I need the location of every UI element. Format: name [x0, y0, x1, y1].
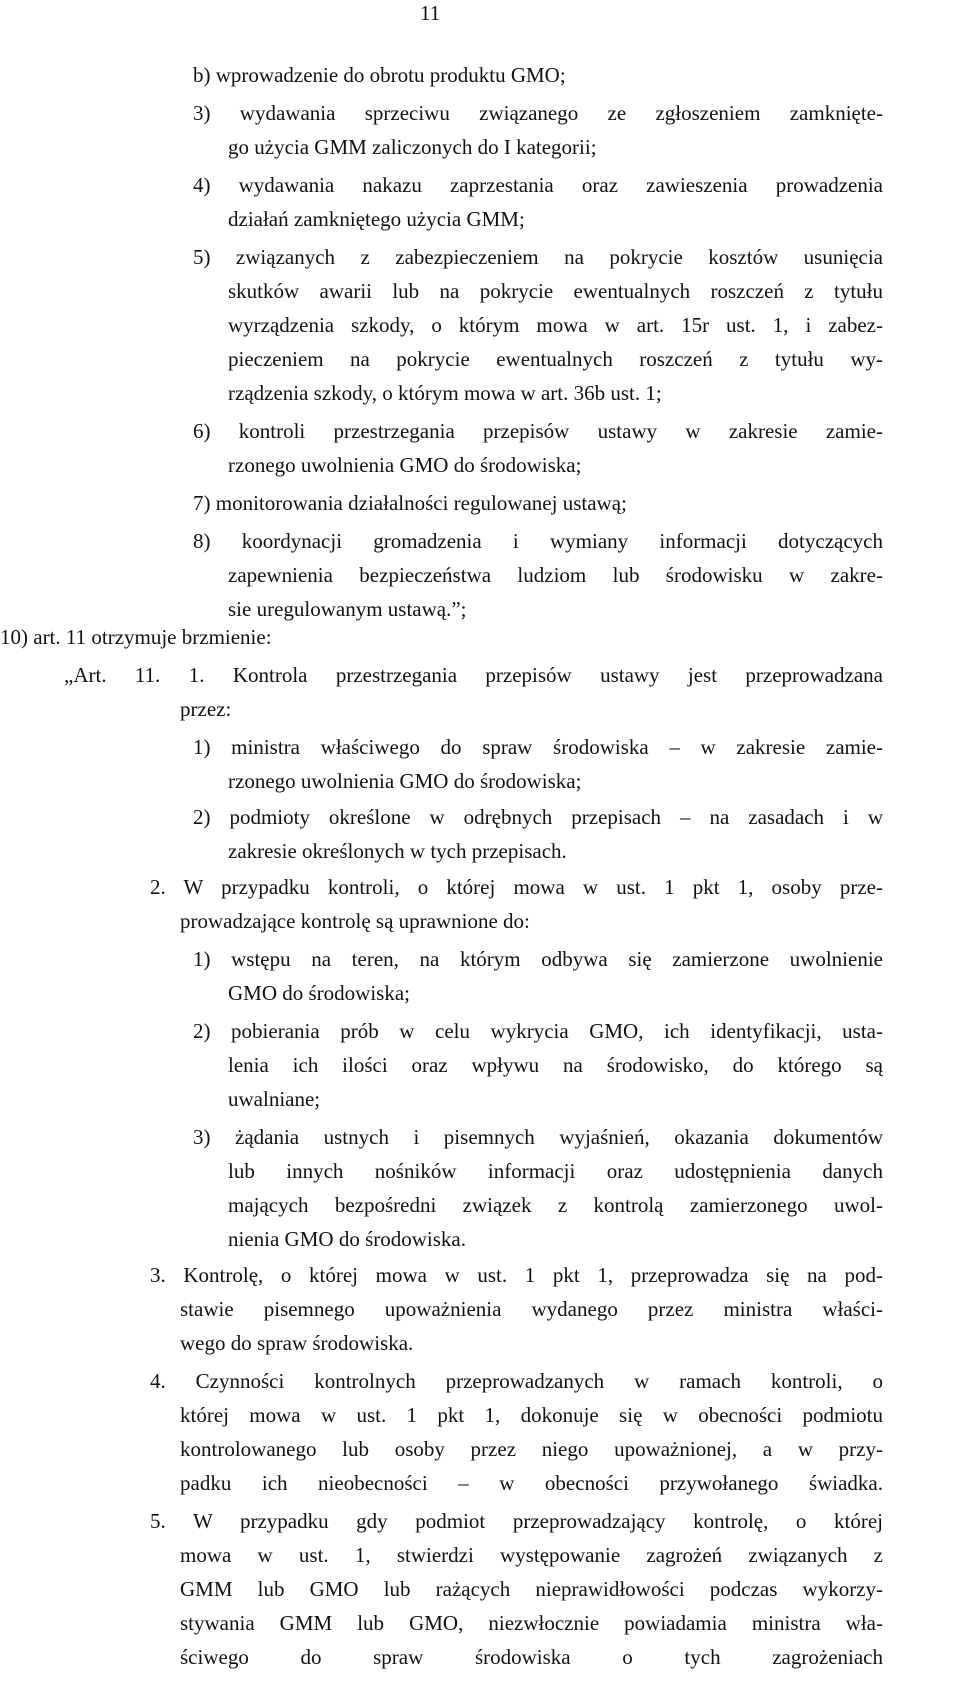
text-line: rzonego uwolnienia GMO do środowiska;	[228, 453, 582, 477]
text-line: 8) koordynacji gromadzenia i wymiany informacji dotyczących	[193, 529, 883, 553]
page-number: 11	[420, 1, 441, 25]
text-line: go użycia GMM zaliczonych do I kategorii;	[228, 135, 597, 159]
text-line: wyrządzenia szkody, o którym mowa w art. 15r ust. 1, i zabez-	[228, 313, 883, 337]
text-line: 5. W przypadku gdy podmiot przeprowadzający kontrolę, o której	[150, 1509, 883, 1533]
text-line: kontrolowanego lub osoby przez niego upoważnionej, a w przy-	[180, 1437, 883, 1461]
text-line: 1) ministra właściwego do spraw środowiska – w zakresie zamie-	[193, 735, 883, 759]
text-line: uwalniane;	[228, 1087, 321, 1111]
text-line: mowa w ust. 1, stwierdzi występowanie zagrożeń związanych z	[180, 1543, 883, 1567]
text-line: stawie pisemnego upoważnienia wydanego przez ministra właści-	[180, 1297, 883, 1321]
text-line: zapewnienia bezpieczeństwa ludziom lub środowisku w zakre-	[228, 563, 883, 587]
text-line: 3. Kontrolę, o której mowa w ust. 1 pkt 1, przeprowadza się na pod-	[150, 1263, 883, 1287]
text-line: skutków awarii lub na pokrycie ewentualnych roszczeń z tytułu	[228, 279, 883, 303]
text-line: prowadzające kontrolę są uprawnione do:	[180, 909, 530, 933]
text-line: GMM lub GMO lub rażących nieprawidłowości podczas wykorzy-	[180, 1577, 883, 1601]
text-line: pieczeniem na pokrycie ewentualnych roszczeń z tytułu wy-	[228, 347, 883, 371]
text-line: GMO do środowiska;	[228, 981, 410, 1005]
text-line: „Art. 11. 1. Kontrola przestrzegania przepisów ustawy jest przeprowadzana	[64, 663, 883, 687]
text-line: zakresie określonych w tych przepisach.	[228, 839, 567, 863]
text-line: 1) wstępu na teren, na którym odbywa się zamierzone uwolnienie	[193, 947, 883, 971]
text-line: 2. W przypadku kontroli, o której mowa w ust. 1 pkt 1, osoby prze-	[150, 875, 883, 899]
text-line: lenia ich ilości oraz wpływu na środowisko, do którego są	[228, 1053, 883, 1077]
text-line: mających bezpośredni związek z kontrolą zamierzonego uwol-	[228, 1193, 883, 1217]
text-line: stywania GMM lub GMO, niezwłocznie powiadamia ministra wła-	[180, 1611, 883, 1635]
text-line: b) wprowadzenie do obrotu produktu GMO;	[193, 63, 566, 87]
text-line: 7) monitorowania działalności regulowanej ustawą;	[193, 491, 627, 515]
text-line: ściwego do spraw środowiska o tych zagrożeniach	[180, 1645, 883, 1669]
text-line: wego do spraw środowiska.	[180, 1331, 414, 1355]
text-line: 3) wydawania sprzeciwu związanego ze zgłoszeniem zamknięte-	[193, 101, 883, 125]
text-line: 10) art. 11 otrzymuje brzmienie:	[0, 625, 272, 649]
text-line: 6) kontroli przestrzegania przepisów ustawy w zakresie zamie-	[193, 419, 883, 443]
text-line: 4) wydawania nakazu zaprzestania oraz zawieszenia prowadzenia	[193, 173, 883, 197]
text-line: lub innych nośników informacji oraz udostępnienia danych	[228, 1159, 883, 1183]
text-line: działań zamkniętego użycia GMM;	[228, 207, 525, 231]
text-line: 5) związanych z zabezpieczeniem na pokrycie kosztów usunięcia	[193, 245, 883, 269]
text-line: 2) pobierania prób w celu wykrycia GMO, ich identyfikacji, usta-	[193, 1019, 883, 1043]
text-line: padku ich nieobecności – w obecności przywołanego świadka.	[180, 1471, 883, 1495]
text-line: rzonego uwolnienia GMO do środowiska;	[228, 769, 582, 793]
text-line: 2) podmioty określone w odrębnych przepisach – na zasadach i w	[193, 805, 883, 829]
text-line: nienia GMO do środowiska.	[228, 1227, 466, 1251]
text-line: rządzenia szkody, o którym mowa w art. 36b ust. 1;	[228, 381, 662, 405]
text-line: 3) żądania ustnych i pisemnych wyjaśnień, okazania dokumentów	[193, 1125, 883, 1149]
text-line: sie uregulowanym ustawą.”;	[228, 597, 467, 621]
text-line: której mowa w ust. 1 pkt 1, dokonuje się w obecności podmiotu	[180, 1403, 883, 1427]
text-line: 4. Czynności kontrolnych przeprowadzanych w ramach kontroli, o	[150, 1369, 883, 1393]
text-line: przez:	[180, 697, 232, 721]
